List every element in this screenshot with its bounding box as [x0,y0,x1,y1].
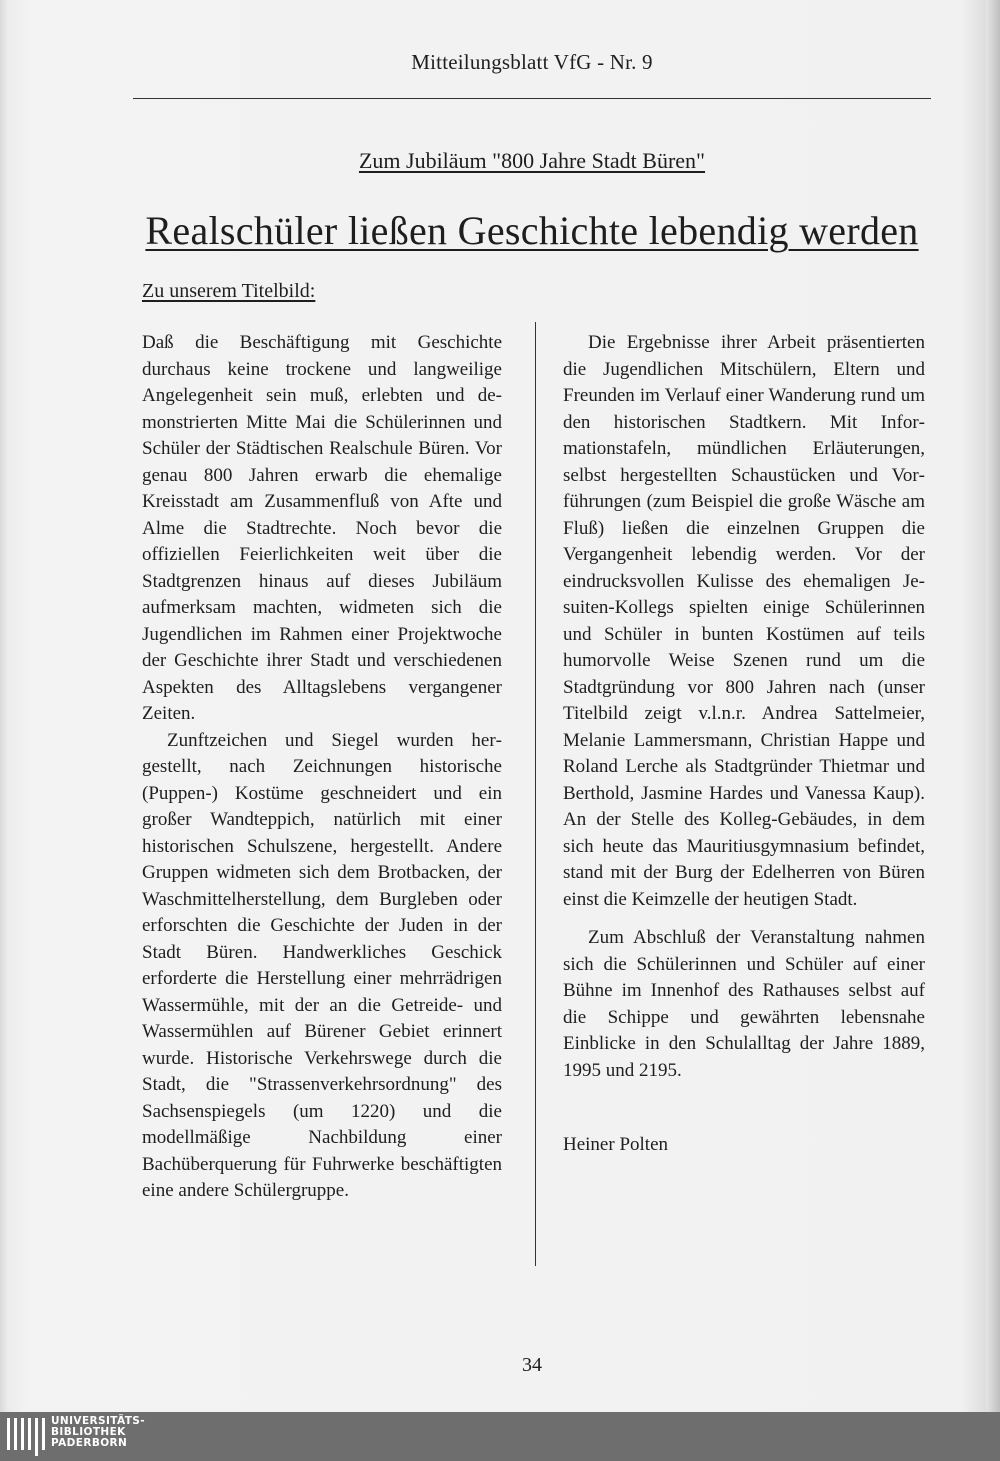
library-name-line-1: UNIVERSITÄTS- [51,1415,146,1427]
left-paragraph-1: Daß die Beschäftigung mit Geschichte durchaus keine trockene und langweilige Angelegenheit sein muß, erlebten und demonstrierten Mitte Mai die Schülerinnen und Schüler der Städtischen Realschule Büren. Vor genau 800 Jahren erwarb die ehemalige Kreisstadt am Zusammenfluß von Afte und Alme die Stadtrechte. Noch bevor die offiziellen Feierlichkeiten weit über die Stadtgrenzen hinaus auf dieses Jubiläum aufmerksam machten, widmeten sich die Jugendlichen im Rahmen einer Projektwoche der Geschichte ihrer Stadt und verschiedenen Aspekten des Alltagslebens vergangener Zeiten. [142,332,502,724]
header-rule [133,98,931,99]
article-subhead: Zu unserem Titelbild: [142,280,316,302]
article-kicker: Zum Jubiläum "800 Jahre Stadt Büren" [358,148,706,173]
library-name [51,1416,145,1449]
column-divider [535,322,536,1266]
running-header: Mitteilungsblatt VfG - Nr. 9 [411,50,653,74]
right-paragraph-2: Zum Abschluß der Veranstaltung nahmen sich die Schülerinnen und Schüler auf einer Bühne im Innenhof des Rathauses selbst auf die Schippe und gewährten lebensnahe Einblicke in den Schulalltag der Jahre 1889, 1995 und 2195. [563,927,925,1081]
library-footer [0,1412,1000,1461]
right-column [563,330,925,1084]
library-logo-icon [6,1415,46,1458]
library-name-line-3: PADERBORN [51,1437,128,1449]
left-column [142,330,502,1205]
page-number: 34 [522,1354,542,1376]
right-paragraph-1: Die Ergebnisse ihrer Arbeit präsentierten die Jugendlichen Mitschülern, Eltern und Freunden im Verlauf einer Wanderung rund um den historischen Stadtkern. Mit Informationstafeln, mündlichen Erläuterungen, selbst hergestellten Schaustücken und Vorführungen (zum Beispiel die große Wäsche am Fluß) ließen die einzelnen Gruppen die Vergangenheit lebendig werden. Vor der eindrucksvollen Kulisse des ehemaligen Jesuiten-Kollegs spielten einige Schülerinnen und Schüler in bunten Kostümen auf teils humorvolle Weise Szenen rund um die Stadtgründung vor 800 Jahren nach (unser Titelbild zeigt v.l.n.r. Andrea Sattelmeier, Melanie Lammersmann, Christian Happe und Roland Lerche als Stadtgründer Thietmar und Berthold, Jasmine Hardes und Vanessa Kaup). An der Stelle des Kolleg-Gebäudes, in dem sich heute das Mauritiusgymnasium befindet, stand mit der Burg der Edelherren von Büren einst die Keimzelle der heutigen Stadt. [563,332,925,910]
library-name-line-2: BIBLIOTHEK [51,1426,126,1438]
author-byline: Heiner Polten [563,1134,669,1155]
left-paragraph-2: Zunftzeichen und Siegel wurden hergestellt, nach Zeichnungen historische (Puppen-) Kostüme geschneidert und ein großer Wandteppich, natürlich mit einer historischen Schulszene, hergestellt. Andere Gruppen widmeten sich dem Brotbacken, der Waschmittelherstellung, dem Burgleben oder erforschten die Geschichte der Juden in der Stadt Büren. Handwerkliches Geschick erforderte die Herstellung einer mehrrädrigen Wassermühle, mit der an die Getreide- und Wassermühlen auf Bürener Gebiet erinnert wurde. Historische Verkehrswege durch die Stadt, die "Strassenverkehrsordnung" des Sachsenspiegels (um 1220) und die modellmäßige Nachbildung einer Bachüberquerung für Fuhrwerke beschäftigten eine andere Schülergruppe. [142,729,502,1201]
article-headline: Realschüler ließen Geschichte lebendig werden [145,208,919,253]
